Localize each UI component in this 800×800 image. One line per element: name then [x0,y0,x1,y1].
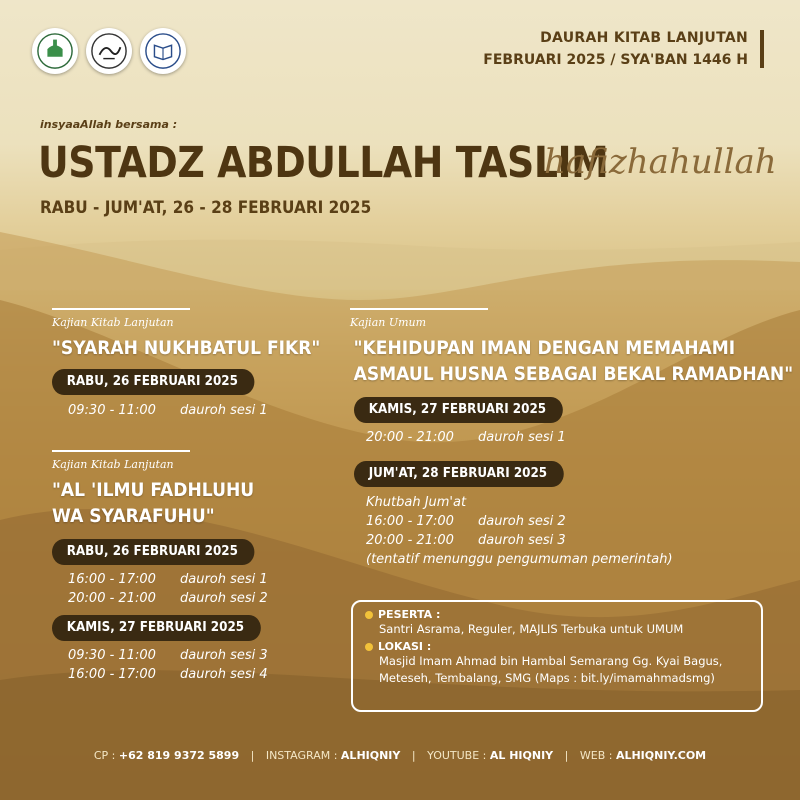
calligraphy-icon [90,32,128,70]
youtube-label: YOUTUBE : [427,749,487,762]
session-list [350,493,800,569]
kajian-title: "SYARAH NUKHBATUL FIKR" [52,337,321,359]
cp-label: CP : [93,749,116,762]
instagram-handle: ALHIQNIY [340,749,401,762]
lokasi-line-2: Meteseh, Tembalang, SMG (Maps : bit.ly/imamahmadsmg) [379,671,715,685]
day-row [350,461,800,487]
info-box [351,600,763,712]
bullet-icon [365,643,373,651]
kajian-title-line-1: "KEHIDUPAN IMAN DENGAN MEMAHAMI [353,337,736,359]
day-pill: JUM'AT, 28 FEBRUARI 2025 [354,461,564,487]
divider [52,450,190,452]
session-list [52,401,350,420]
contact-footer: CP : +62 819 9372 5899 | INSTAGRAM : ALHIQNIY | YOUTUBE : AL HIQNIY | WEB : ALHIQNIY.COM [93,749,707,762]
day-pill: KAMIS, 27 FEBRUARI 2025 [354,397,563,423]
event-header [483,30,764,68]
tentative-note: (tentatif menunggu pengumuman pemerintah) [366,552,673,567]
kajian-umum [350,308,800,569]
day-row [350,397,800,423]
session-label: dauroh sesi 3 [180,648,268,663]
session-list [52,570,279,608]
kajian-category: Kajian Kitab Lanjutan [52,458,174,471]
kajian-title-line-2: WA SYARAFUHU" [52,505,215,527]
kajian-title-line-2: ASMAUL HUSNA SEBAGAI BEKAL RAMADHAN" [353,363,794,385]
calligraphy-logo [86,28,132,74]
intro-text: insyaaAllah bersama : [40,118,178,131]
session-label: dauroh sesi 1 [180,403,268,418]
session-row [68,570,279,589]
logo-row [32,28,186,74]
session-label: dauroh sesi 2 [478,514,566,529]
book-icon [144,32,182,70]
peserta-heading [365,608,749,621]
session-row [68,401,350,420]
lokasi-label: LOKASI : [378,640,432,653]
session-row [68,589,279,608]
session-list [350,428,800,447]
session-list [52,646,279,684]
event-period: FEBRUARI 2025 / SYA'BAN 1446 H [483,52,748,68]
day-pill: RABU, 26 FEBRUARI 2025 [52,369,254,395]
session-time: 20:00 - 21:00 [68,591,156,606]
session-label: dauroh sesi 2 [180,591,268,606]
khutbah-label: Khutbah Jum'at [366,495,467,510]
instagram-label: INSTAGRAM : [265,749,338,762]
cp-number: +62 819 9372 5899 [118,749,240,762]
session-time: 16:00 - 17:00 [366,514,454,529]
youtube-handle: AL HIQNIY [489,749,554,762]
peserta-label: PESERTA : [378,608,441,621]
day-row [52,369,350,395]
day-pill: RABU, 26 FEBRUARI 2025 [52,539,254,565]
web-label: WEB : [579,749,613,762]
bullet-icon [365,611,373,619]
session-time: 09:30 - 11:00 [68,403,156,418]
session-row [68,646,279,665]
day-row [52,539,279,565]
session-label: dauroh sesi 3 [478,533,566,548]
session-row [366,512,800,531]
divider [350,308,488,310]
session-label: dauroh sesi 1 [478,430,566,445]
kajian-title-line-1: "AL 'ILMU FADHLUHU [52,479,255,501]
majlis-logo [140,28,186,74]
kajian-category: Kajian Umum [350,316,427,329]
speaker-honorific: hafizhahullah [544,142,777,182]
mosque-icon [36,32,74,70]
event-name: DAURAH KITAB LANJUTAN [540,30,748,46]
alhiqniy-logo [32,28,78,74]
divider [52,308,190,310]
session-row [68,665,279,684]
session-time: 09:30 - 11:00 [68,648,156,663]
session-label: dauroh sesi 4 [180,667,268,682]
lokasi-line-1: Masjid Imam Ahmad bin Hambal Semarang Gg. Kyai Bagus, [379,654,723,668]
session-time: 16:00 - 17:00 [68,572,156,587]
session-time: 16:00 - 17:00 [68,667,156,682]
speaker-name: USTADZ ABDULLAH TASLIM [38,138,609,188]
session-row [366,531,800,550]
kajian-2 [52,450,279,684]
session-time: 20:00 - 21:00 [366,430,454,445]
day-pill: KAMIS, 27 FEBRUARI 2025 [52,615,261,641]
session-label: dauroh sesi 1 [180,572,268,587]
lokasi-heading [365,640,749,653]
peserta-text: Santri Asrama, Reguler, MAJLIS Terbuka untuk UMUM [379,622,684,636]
event-dates: RABU - JUM'AT, 26 - 28 FEBRUARI 2025 [40,198,372,218]
kajian-category: Kajian Kitab Lanjutan [52,316,174,329]
day-row [52,615,279,641]
kajian-1 [52,308,350,420]
session-time: 20:00 - 21:00 [366,533,454,548]
web-address: ALHIQNIY.COM [615,749,707,762]
session-row [366,428,800,447]
